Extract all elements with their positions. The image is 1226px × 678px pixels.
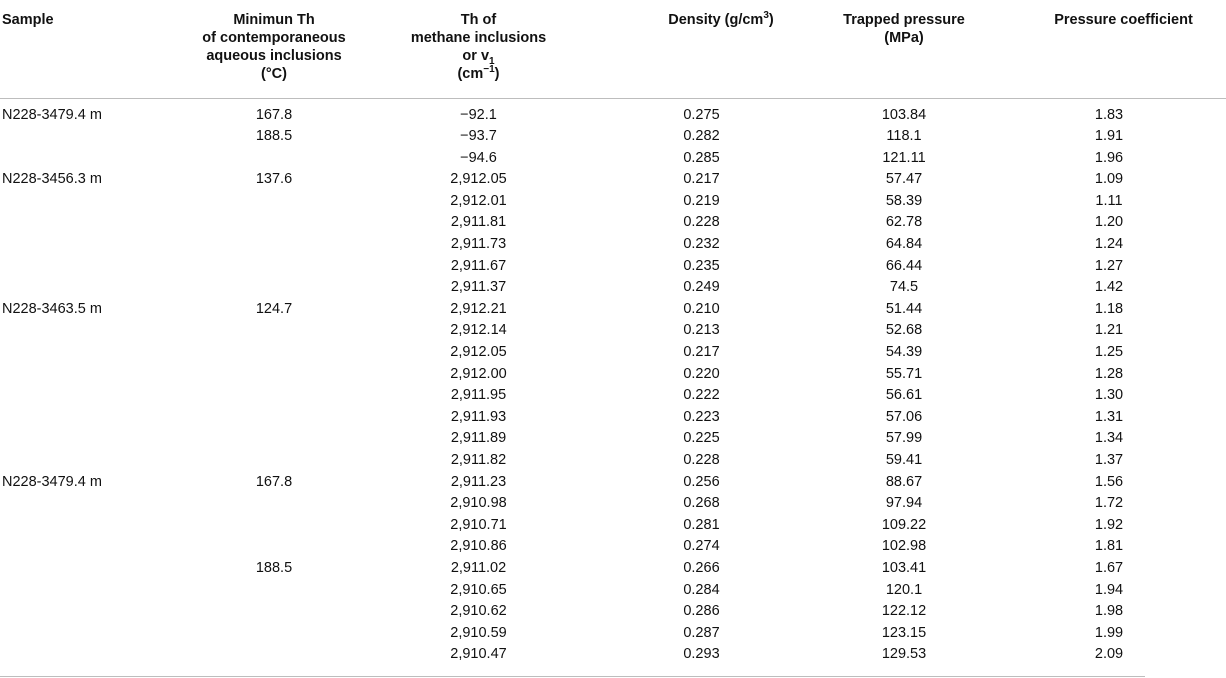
- cell-sample: [0, 342, 178, 364]
- cell-pressure-coefficient: 1.81: [1094, 538, 1124, 555]
- cell-pressure-coefficient: 1.31: [1094, 408, 1124, 425]
- cell-min-th: [178, 320, 370, 342]
- cell-trapped-pressure: 102.98: [881, 538, 927, 555]
- header-th-line4: (cm: [457, 66, 484, 82]
- cell-trapped-pressure: 122.12: [881, 603, 927, 620]
- cell-min-th: [178, 536, 370, 558]
- header-trapped-line1: Trapped pressure: [843, 12, 965, 28]
- header-min-th-line3: aqueous inclusions: [206, 48, 342, 64]
- cell-min-th: 124.7: [255, 300, 293, 317]
- cell-sample: [0, 558, 178, 580]
- table-row: [0, 105, 1226, 127]
- cell-min-th: [178, 644, 370, 666]
- cell-pressure-coefficient: 1.37: [1094, 452, 1124, 468]
- cell-th-methane: −93.7: [460, 128, 497, 145]
- cell-density: 0.219: [683, 192, 720, 209]
- cell-sample: [0, 428, 178, 450]
- cell-th-methane: 2,911.95: [450, 387, 507, 404]
- table-row: [0, 277, 1226, 299]
- cell-trapped-pressure: 129.53: [881, 646, 927, 663]
- cell-min-th: [178, 277, 370, 299]
- cell-trapped-pressure: 121.11: [882, 149, 926, 166]
- table-row: [0, 256, 1226, 278]
- cell-trapped-pressure: 103.41: [881, 559, 927, 576]
- cell-pressure-coefficient: 1.18: [1094, 300, 1124, 317]
- header-min-th-line4: (°C): [261, 66, 287, 82]
- cell-trapped-pressure: 97.94: [885, 495, 923, 512]
- cell-th-methane: 2,912.21: [450, 300, 507, 317]
- cell-pressure-coefficient: 1.56: [1094, 473, 1124, 490]
- cell-pressure-coefficient: 1.28: [1094, 365, 1124, 382]
- cell-min-th: [178, 407, 370, 429]
- table-row: [0, 126, 1226, 148]
- table-row: [0, 191, 1226, 213]
- header-th-line1: Th of: [460, 12, 497, 28]
- cell-pressure-coefficient: 1.34: [1094, 430, 1124, 447]
- cell-density: 0.232: [683, 236, 720, 253]
- cell-min-th: [178, 580, 370, 602]
- cell-min-th: [178, 364, 370, 386]
- cell-pressure-coefficient: 1.83: [1094, 106, 1124, 123]
- cell-th-methane: 2,910.47: [450, 646, 507, 663]
- cell-th-methane: −92.1: [460, 106, 497, 123]
- cell-th-methane: 2,911.67: [450, 257, 507, 274]
- header-sample-label: Sample: [2, 12, 54, 28]
- cell-pressure-coefficient: 1.96: [1094, 149, 1124, 166]
- table-row: [0, 428, 1226, 450]
- cell-density: 0.228: [683, 452, 720, 468]
- cell-pressure-coefficient: 1.99: [1094, 624, 1124, 641]
- table-row: [0, 407, 1226, 429]
- cell-min-th: 137.6: [255, 171, 293, 188]
- header-trapped-line2: (MPa): [884, 30, 924, 46]
- cell-sample: [0, 644, 178, 666]
- cell-sample: [0, 191, 178, 213]
- cell-pressure-coefficient: 1.67: [1094, 559, 1124, 576]
- cell-pressure-coefficient: 1.72: [1094, 495, 1124, 512]
- cell-min-th: [178, 385, 370, 407]
- cell-trapped-pressure: 57.06: [885, 408, 923, 425]
- cell-th-methane: 2,912.00: [450, 365, 507, 382]
- cell-min-th: [178, 234, 370, 256]
- table-row: [0, 644, 1226, 666]
- header-th-line4-superscript: −1: [483, 64, 495, 76]
- header-th-line4-end: ): [494, 66, 500, 82]
- cell-th-methane: 2,911.02: [450, 559, 507, 576]
- cell-th-methane: 2,910.65: [450, 581, 507, 598]
- cell-sample: [0, 148, 178, 170]
- cell-min-th: [178, 601, 370, 623]
- cell-min-th: [178, 256, 370, 278]
- header-row: [0, 0, 1226, 98]
- table-row: [0, 364, 1226, 386]
- cell-min-th: [178, 148, 370, 170]
- cell-th-methane: 2,911.82: [450, 452, 507, 468]
- cell-trapped-pressure: 120.1: [885, 581, 923, 598]
- cell-pressure-coefficient: 1.27: [1094, 257, 1124, 274]
- cell-th-methane: 2,912.14: [450, 322, 507, 339]
- cell-sample: N228-3463.5 m: [2, 300, 102, 317]
- table-row: [0, 450, 1226, 472]
- table-row: [0, 515, 1226, 537]
- cell-trapped-pressure: 109.22: [881, 516, 927, 533]
- table-row: [0, 623, 1226, 645]
- header-density-end: ): [768, 12, 774, 28]
- cell-density: 0.284: [683, 581, 720, 598]
- cell-density: 0.275: [683, 106, 720, 123]
- header-trapped-pressure: [816, 0, 992, 98]
- cell-pressure-coefficient: 1.21: [1094, 322, 1124, 339]
- cell-pressure-coefficient: 1.92: [1094, 516, 1124, 533]
- header-min-th-line2: of contemporaneous: [202, 30, 346, 46]
- cell-sample: [0, 407, 178, 429]
- cell-sample: N228-3479.4 m: [2, 106, 102, 123]
- cell-density: 0.217: [683, 344, 720, 361]
- cell-min-th: [178, 623, 370, 645]
- cell-pressure-coefficient: 2.09: [1094, 646, 1124, 663]
- cell-th-methane: 2,912.05: [450, 344, 507, 361]
- cell-sample: N228-3479.4 m: [2, 473, 102, 490]
- cell-min-th: [178, 450, 370, 472]
- table-row: [0, 493, 1226, 515]
- table-header: [0, 0, 1226, 98]
- table-row: [0, 472, 1226, 494]
- header-density-label: Density (g/cm: [668, 12, 764, 28]
- table-row: [0, 558, 1226, 580]
- table-row: [0, 320, 1226, 342]
- cell-trapped-pressure: 55.71: [885, 365, 923, 382]
- cell-pressure-coefficient: 1.30: [1094, 387, 1124, 404]
- cell-trapped-pressure: 64.84: [885, 236, 923, 253]
- cell-density: 0.217: [683, 171, 720, 188]
- cell-density: 0.220: [683, 365, 720, 382]
- cell-pressure-coefficient: 1.09: [1094, 171, 1124, 188]
- cell-sample: [0, 126, 178, 148]
- cell-sample: [0, 212, 178, 234]
- header-coef-label: Pressure coefficient: [1054, 12, 1193, 28]
- cell-density: 0.286: [683, 603, 720, 620]
- cell-density: 0.274: [683, 538, 720, 555]
- cell-sample: [0, 515, 178, 537]
- cell-density: 0.249: [683, 279, 720, 296]
- cell-trapped-pressure: 118.1: [886, 128, 922, 145]
- table-row: [0, 342, 1226, 364]
- cell-min-th: 188.5: [255, 128, 293, 145]
- cell-density: 0.223: [683, 408, 720, 425]
- cell-density: 0.235: [683, 257, 720, 274]
- table-row: [0, 148, 1226, 170]
- cell-min-th: 167.8: [255, 106, 293, 123]
- header-min-th: [178, 0, 370, 98]
- cell-min-th: [178, 342, 370, 364]
- cell-min-th: [178, 515, 370, 537]
- table-row: [0, 536, 1226, 558]
- cell-th-methane: 2,911.37: [450, 279, 507, 296]
- cell-trapped-pressure: 57.47: [885, 171, 923, 188]
- cell-min-th: 188.5: [255, 559, 293, 576]
- cell-trapped-pressure: 74.5: [889, 279, 919, 296]
- cell-density: 0.222: [683, 387, 720, 404]
- cell-sample: [0, 320, 178, 342]
- cell-density: 0.225: [683, 430, 720, 447]
- cell-sample: [0, 601, 178, 623]
- header-th-methane: [370, 0, 587, 98]
- cell-density: 0.282: [683, 128, 720, 145]
- cell-trapped-pressure: 56.61: [885, 387, 923, 404]
- cell-th-methane: 2,910.62: [450, 603, 507, 620]
- header-th-line2: methane inclusions: [410, 30, 547, 46]
- cell-trapped-pressure: 88.67: [885, 473, 923, 490]
- header-pressure-coefficient: [992, 0, 1226, 98]
- cell-sample: N228-3456.3 m: [2, 171, 102, 188]
- table-row: [0, 580, 1226, 602]
- cell-min-th: [178, 191, 370, 213]
- cell-trapped-pressure: 54.39: [885, 344, 923, 361]
- cell-min-th: 167.8: [255, 473, 293, 490]
- cell-th-methane: 2,911.23: [450, 473, 507, 490]
- table-body: [0, 98, 1226, 666]
- table-row: [0, 601, 1226, 623]
- cell-density: 0.210: [683, 300, 720, 317]
- cell-sample: [0, 493, 178, 515]
- cell-trapped-pressure: 62.78: [885, 214, 923, 231]
- table-row: [0, 234, 1226, 256]
- cell-min-th: [178, 212, 370, 234]
- cell-th-methane: 2,911.93: [450, 408, 507, 425]
- cell-sample: [0, 450, 178, 472]
- cell-th-methane: 2,910.71: [450, 516, 507, 533]
- cell-pressure-coefficient: 1.11: [1095, 192, 1123, 209]
- cell-density: 0.268: [683, 495, 720, 512]
- cell-trapped-pressure: 59.41: [885, 452, 923, 468]
- cell-sample: [0, 364, 178, 386]
- cell-pressure-coefficient: 1.91: [1094, 128, 1124, 145]
- cell-sample: [0, 580, 178, 602]
- cell-density: 0.266: [683, 559, 720, 576]
- cell-sample: [0, 385, 178, 407]
- table-row: [0, 212, 1226, 234]
- cell-min-th: [178, 428, 370, 450]
- cell-sample: [0, 256, 178, 278]
- cell-trapped-pressure: 66.44: [885, 257, 923, 274]
- cell-th-methane: 2,911.89: [450, 430, 507, 447]
- cell-th-methane: 2,910.59: [450, 624, 507, 641]
- cell-trapped-pressure: 52.68: [885, 322, 923, 339]
- cell-pressure-coefficient: 1.98: [1094, 603, 1124, 620]
- cell-trapped-pressure: 103.84: [881, 106, 927, 123]
- cell-pressure-coefficient: 1.25: [1094, 344, 1124, 361]
- cell-pressure-coefficient: 1.24: [1094, 236, 1124, 253]
- cell-th-methane: 2,910.86: [450, 538, 507, 555]
- cell-th-methane: −94.6: [460, 149, 497, 166]
- cell-density: 0.285: [683, 149, 720, 166]
- table-row: [0, 299, 1226, 321]
- cell-trapped-pressure: 51.44: [885, 300, 923, 317]
- header-density-superscript: 3: [763, 10, 769, 22]
- table-row: [0, 169, 1226, 191]
- cell-th-methane: 2,911.81: [450, 214, 507, 231]
- header-sample: [0, 0, 178, 98]
- cell-min-th: [178, 493, 370, 515]
- cell-th-methane: 2,911.73: [450, 236, 507, 253]
- cell-pressure-coefficient: 1.42: [1094, 279, 1124, 296]
- header-min-th-line1: Minimun Th: [233, 12, 315, 28]
- cell-sample: [0, 277, 178, 299]
- header-th-line3: or v: [462, 48, 490, 64]
- cell-density: 0.256: [683, 473, 720, 490]
- header-th-line3-subscript: 1: [489, 55, 495, 67]
- cell-sample: [0, 623, 178, 645]
- cell-density: 0.228: [683, 214, 720, 231]
- cell-density: 0.213: [683, 322, 720, 339]
- cell-density: 0.293: [683, 646, 720, 663]
- cell-pressure-coefficient: 1.94: [1094, 581, 1124, 598]
- table-row: [0, 385, 1226, 407]
- header-density: [587, 0, 816, 98]
- cell-density: 0.287: [683, 624, 720, 641]
- table-bottom-rule: [0, 676, 1145, 677]
- cell-density: 0.281: [683, 516, 720, 533]
- cell-th-methane: 2,910.98: [450, 495, 507, 512]
- cell-trapped-pressure: 123.15: [881, 624, 927, 641]
- cell-trapped-pressure: 58.39: [885, 192, 923, 209]
- cell-th-methane: 2,912.05: [450, 171, 507, 188]
- cell-pressure-coefficient: 1.20: [1094, 214, 1124, 231]
- cell-trapped-pressure: 57.99: [885, 430, 923, 447]
- cell-sample: [0, 536, 178, 558]
- cell-sample: [0, 234, 178, 256]
- cell-th-methane: 2,912.01: [450, 192, 507, 209]
